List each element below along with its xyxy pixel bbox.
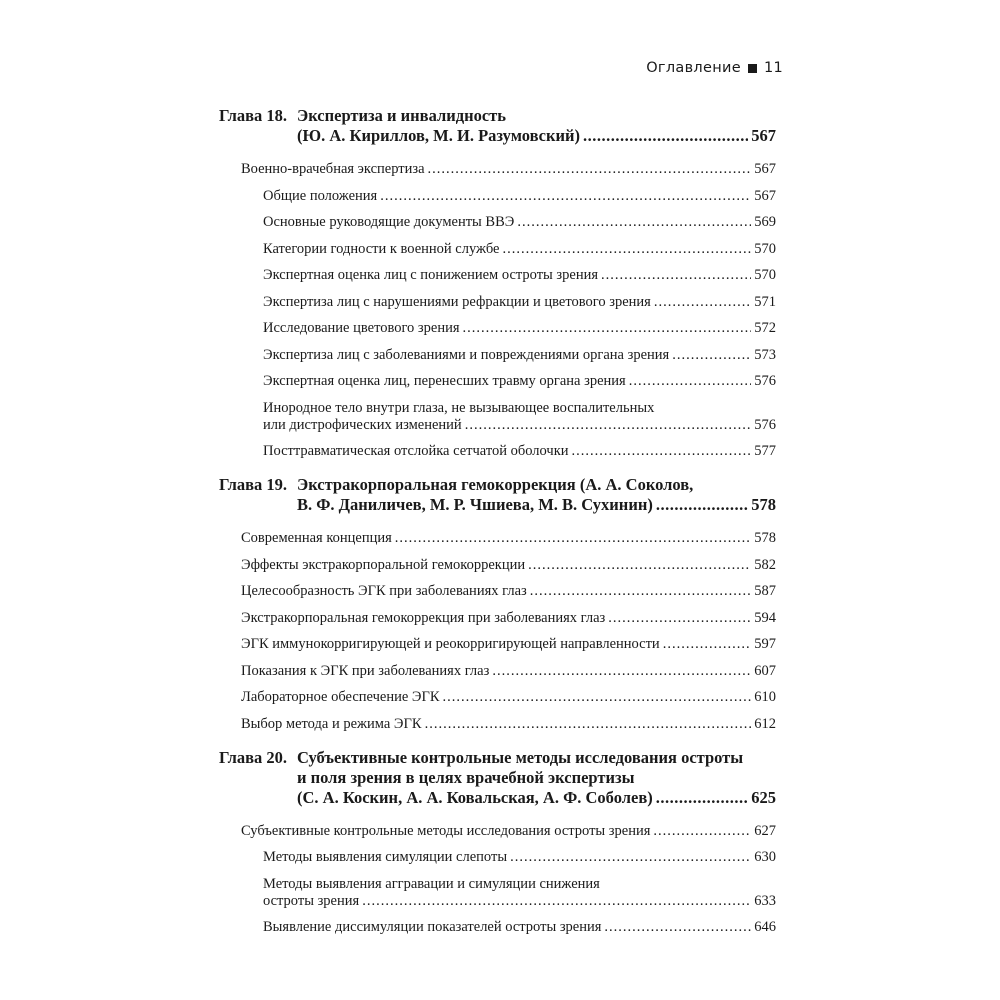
- toc-entry-title: Эффекты экстракорпоральной гемокоррекции: [241, 556, 526, 573]
- toc-entry: [219, 849, 776, 866]
- toc-entry-line: [241, 530, 776, 547]
- chapter-title: [297, 475, 776, 515]
- chapter-title-text: и поля зрения в целях врачебной экспертизы: [297, 767, 635, 787]
- toc-entry-page: 582: [754, 556, 776, 573]
- page-number: 11: [763, 60, 783, 76]
- toc-entry-line: [241, 689, 776, 706]
- toc-entry-title: или дистрофических изменений: [263, 416, 462, 433]
- toc-entry-title: ЭГК иммунокорригирующей и реокорригирующей направленности: [241, 636, 660, 652]
- toc-entry-title: Посттравматическая отслойка сетчатой оболочки: [263, 443, 569, 459]
- toc-entry: [219, 400, 776, 434]
- chapter-title-text: Субъективные контрольные методы исследования остроты: [297, 747, 744, 767]
- toc-entry: [219, 530, 776, 547]
- entry-list: [219, 530, 776, 733]
- toc-entry-line: [263, 893, 776, 910]
- toc-entry-title: Категории годности к военной службе: [263, 240, 500, 257]
- toc-entry-page: 610: [754, 689, 776, 705]
- dot-leader: [656, 788, 749, 808]
- toc-entry-line: [263, 294, 776, 311]
- toc-entry: [219, 663, 776, 680]
- toc-entry-page: 570: [754, 267, 776, 283]
- chapter-heading: [219, 475, 776, 515]
- toc-entry-title: Методы выявления аггравации и симуляции снижения: [263, 875, 600, 892]
- toc-entry: [219, 214, 776, 231]
- toc-entry-line: [263, 320, 776, 337]
- chapter-label: Глава 18.: [219, 106, 288, 125]
- toc-entry-title: Экспертная оценка лиц, перенесших травму органа зрения: [263, 373, 626, 389]
- chapter-label: Глава 20.: [219, 747, 288, 767]
- dot-leader: [656, 495, 748, 515]
- dot-leader: [492, 663, 751, 680]
- toc-entry-line: [241, 716, 776, 733]
- chapter-heading: [219, 748, 776, 808]
- toc-entry-page: 607: [754, 662, 776, 679]
- toc-entry-title: Современная концепция: [241, 530, 392, 546]
- toc-entry-title: Целесообразность ЭГК при заболеваниях глаз: [241, 583, 527, 599]
- dot-leader: [572, 443, 752, 460]
- dot-leader: [528, 557, 751, 574]
- toc-entry-title: Инородное тело внутри глаза, не вызывающее воспалительных: [263, 399, 655, 416]
- toc-entry: [219, 636, 776, 653]
- square-bullet-icon: [748, 64, 757, 73]
- chapter-page-number: 625: [751, 787, 776, 807]
- toc-entry-title: Исследование цветового зрения: [263, 320, 460, 336]
- dot-leader: [510, 849, 751, 866]
- dot-leader: [425, 716, 752, 733]
- dot-leader: [463, 320, 752, 337]
- toc-entry: [219, 294, 776, 311]
- running-head-title: Оглавление: [646, 60, 741, 76]
- toc-entry-title: Лабораторное обеспечение ЭГК: [241, 689, 440, 705]
- toc-entry-line: [241, 557, 776, 574]
- chapter-title-line: [297, 126, 776, 146]
- toc-entry-line: [241, 610, 776, 627]
- table-of-contents: [219, 106, 776, 951]
- toc-entry-title: Экспертная оценка лиц с понижением остроты зрения: [263, 267, 599, 283]
- toc-entry-title: Выявление диссимуляции показателей остроты зрения: [263, 919, 602, 935]
- toc-entry-line: [241, 583, 776, 600]
- toc-entry-page: 567: [754, 161, 776, 177]
- toc-entry-page: 578: [754, 530, 776, 546]
- chapter-title-line: [297, 788, 776, 808]
- toc-entry-line: [263, 400, 776, 417]
- dot-leader: [362, 893, 751, 910]
- toc-entry-line: [263, 443, 776, 460]
- toc-entry-line: [263, 214, 776, 231]
- chapter-title-line: [297, 106, 776, 126]
- toc-entry-page: 576: [754, 373, 776, 389]
- toc-entry: [219, 610, 776, 627]
- toc-entry-line: [241, 663, 776, 680]
- toc-entry-page: 576: [754, 416, 776, 433]
- chapter-title-line: [297, 495, 776, 515]
- dot-leader: [608, 610, 751, 627]
- chapter-title: [297, 106, 776, 146]
- toc-entry-title: остроты зрения: [263, 892, 360, 909]
- chapter-title-line: [297, 768, 776, 788]
- toc-entry-title: Экспертиза лиц с нарушениями рефракции и цветового зрения: [263, 293, 651, 310]
- toc-entry-title: Субъективные контрольные методы исследования остроты зрения: [241, 822, 651, 839]
- toc-entry-line: [263, 919, 776, 936]
- dot-leader: [672, 347, 751, 364]
- dot-leader: [428, 161, 752, 178]
- toc-entry-title: Выбор метода и режима ЭГК: [241, 715, 422, 732]
- toc-entry-title: Экстракорпоральная гемокоррекция при заболеваниях глаз: [241, 609, 606, 626]
- toc-entry: [219, 161, 776, 178]
- toc-entry-page: 597: [754, 636, 776, 652]
- toc-entry-line: [263, 241, 776, 258]
- dot-leader: [530, 583, 752, 600]
- toc-entry-page: 612: [754, 715, 776, 732]
- toc-entry-title: Основные руководящие документы ВВЭ: [263, 214, 515, 230]
- toc-entry-line: [241, 161, 776, 178]
- toc-entry-line: [263, 876, 776, 893]
- toc-entry: [219, 557, 776, 574]
- toc-entry: [219, 823, 776, 840]
- toc-entry-title: Экспертиза лиц с заболеваниями и повреждениями органа зрения: [263, 346, 670, 363]
- toc-entry: [219, 373, 776, 390]
- dot-leader: [663, 636, 752, 653]
- dot-leader: [654, 294, 751, 311]
- dot-leader: [502, 241, 751, 258]
- chapter-title-text: (С. А. Коскин, А. А. Ковальская, А. Ф. Соболев): [297, 787, 653, 807]
- toc-entry: [219, 716, 776, 733]
- toc-entry-page: 570: [754, 240, 776, 257]
- toc-entry-line: [263, 417, 776, 434]
- dot-leader: [465, 417, 752, 434]
- toc-entry-page: 633: [754, 892, 776, 909]
- toc-entry: [219, 876, 776, 910]
- toc-entry-page: 594: [754, 609, 776, 626]
- toc-entry-title: Показания к ЭГК при заболеваниях глаз: [241, 662, 490, 679]
- entry-list: [219, 823, 776, 937]
- toc-entry-line: [241, 636, 776, 653]
- toc-entry-page: 627: [754, 822, 776, 839]
- toc-entry: [219, 583, 776, 600]
- running-head: [646, 60, 783, 76]
- dot-leader: [629, 373, 752, 390]
- chapter-label: Глава 19.: [219, 475, 288, 494]
- toc-entry: [219, 188, 776, 205]
- chapter-heading: [219, 106, 776, 146]
- chapter-title-text: Экстракорпоральная гемокоррекция (А. А. Соколов,: [297, 475, 694, 494]
- chapter-title-line: [297, 475, 776, 495]
- toc-entry: [219, 347, 776, 364]
- toc-entry-page: 630: [754, 849, 776, 865]
- toc-entry-page: 569: [754, 214, 776, 230]
- toc-entry-line: [263, 188, 776, 205]
- toc-entry-page: 577: [754, 443, 776, 459]
- dot-leader: [380, 188, 751, 205]
- dot-leader: [583, 126, 748, 146]
- chapter-title-text: В. Ф. Даниличев, М. Р. Чшиева, М. В. Сухинин): [297, 495, 653, 514]
- toc-entry: [219, 267, 776, 284]
- toc-entry-page: 571: [754, 293, 776, 310]
- entry-list: [219, 161, 776, 460]
- toc-entry: [219, 689, 776, 706]
- toc-entry-page: 573: [754, 346, 776, 363]
- toc-entry-title: Методы выявления симуляции слепоты: [263, 849, 508, 865]
- toc-entry-line: [263, 347, 776, 364]
- dot-leader: [653, 823, 751, 840]
- toc-entry: [219, 919, 776, 936]
- chapter-title-text: (Ю. А. Кириллов, М. И. Разумовский): [297, 126, 581, 145]
- chapter-title-text: Экспертиза и инвалидность: [297, 106, 506, 125]
- dot-leader: [601, 267, 751, 284]
- toc-entry-page: 567: [754, 187, 776, 204]
- dot-leader: [443, 689, 752, 706]
- dot-leader: [395, 530, 751, 547]
- chapter-title: [297, 748, 776, 808]
- toc-entry-page: 587: [754, 583, 776, 599]
- toc-entry-page: 646: [754, 919, 776, 935]
- chapter-page-number: 567: [751, 126, 776, 145]
- toc-entry-page: 572: [754, 320, 776, 336]
- chapter-title-line: [297, 748, 776, 768]
- toc-entry-title: Общие положения: [263, 187, 378, 204]
- toc-entry-line: [263, 849, 776, 866]
- toc-entry-line: [241, 823, 776, 840]
- toc-entry-line: [263, 267, 776, 284]
- toc-entry-line: [263, 373, 776, 390]
- dot-leader: [604, 919, 751, 936]
- toc-entry: [219, 320, 776, 337]
- toc-entry-title: Военно-врачебная экспертиза: [241, 161, 425, 177]
- toc-entry: [219, 241, 776, 258]
- dot-leader: [517, 214, 751, 231]
- chapter-page-number: 578: [751, 495, 776, 514]
- toc-entry: [219, 443, 776, 460]
